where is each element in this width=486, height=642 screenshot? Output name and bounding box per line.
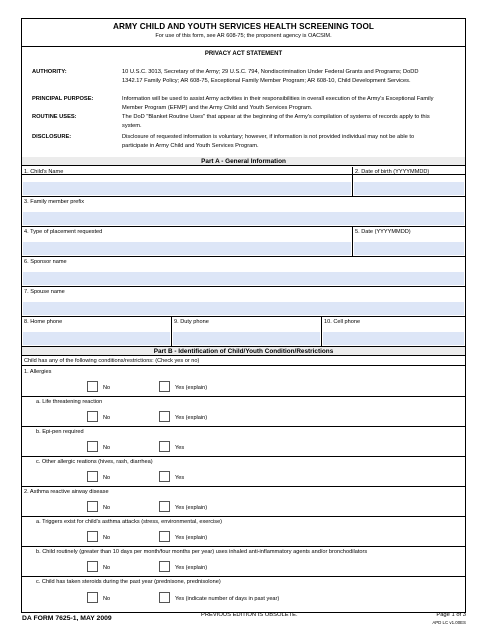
part-b-intro: Child has any of the following conditions/restrictions: (Check yes or no) <box>22 357 465 366</box>
question-allergies <box>22 367 465 397</box>
question-asthma <box>22 487 465 517</box>
no-label: No <box>103 505 111 511</box>
form-title: ARMY CHILD AND YOUTH SERVICES HEALTH SCREENING TOOL <box>112 22 375 31</box>
no-label: No <box>103 385 111 391</box>
no-checkbox[interactable] <box>87 411 98 422</box>
date-input[interactable] <box>354 242 464 255</box>
yes-label: Yes (explain) <box>175 385 208 391</box>
part-a-title: Part A - General Information <box>22 157 465 166</box>
yes-checkbox[interactable] <box>159 411 170 422</box>
privacy-act-section <box>22 47 465 175</box>
home-phone-input[interactable] <box>23 332 170 345</box>
yes-checkbox[interactable] <box>159 471 170 482</box>
spouse-label: 7. Spouse name <box>24 289 65 295</box>
yes-label: Yes <box>175 445 185 451</box>
yes-checkbox[interactable] <box>159 592 170 603</box>
duty-phone-input[interactable] <box>173 332 320 345</box>
yes-label: Yes (explain) <box>175 565 208 571</box>
placement-input[interactable] <box>23 242 351 255</box>
placement-cell <box>22 227 352 257</box>
duty-phone-cell <box>171 317 321 347</box>
privacy-text: The DoD "Blanket Routine Uses" that appear at the beginning of the Army's compilation of systems of records apply to this system. <box>122 114 430 129</box>
home-phone-label: 8. Home phone <box>24 319 63 325</box>
cell-phone-input[interactable] <box>323 332 464 345</box>
question-label: a. Triggers exist for child's asthma attacks (stress, environmental, exercise) <box>36 519 223 525</box>
privacy-text: Disclosure of requested information is voluntary; however, if information is not provided individual may not be able to participate in Army Child and Youth Services Program. <box>122 134 415 149</box>
spouse-input[interactable] <box>23 302 464 315</box>
sponsor-input[interactable] <box>23 272 464 285</box>
part-b-title: Part B - Identification of Child/Youth Condition/Restrictions <box>22 347 465 356</box>
family-prefix-cell <box>22 197 465 227</box>
dob-input[interactable] <box>354 182 464 195</box>
form-id: DA FORM 7625-1, MAY 2009 <box>22 615 112 622</box>
child-name-label: 1. Child's Name <box>24 169 64 175</box>
question-life-threatening <box>22 397 465 427</box>
duty-phone-label: 9. Duty phone <box>174 319 209 325</box>
no-checkbox[interactable] <box>87 381 98 392</box>
question-label: 1. Allergies <box>24 369 52 375</box>
no-checkbox[interactable] <box>87 471 98 482</box>
question-epi-pen <box>22 427 465 457</box>
question-label: 2. Asthma reactive airway disease <box>24 489 109 495</box>
spouse-cell <box>22 287 465 317</box>
privacy-text: 10 U.S.C. 3013, Secretary of the Army; 29 U.S.C. 794, Nondiscrimination Under Federal Grants and Programs; DoDD 1342.17 Family Policy; AR 608-75, Exceptional Family Member Program; AR 608-10, Child Development Services. <box>122 69 419 84</box>
privacy-label: AUTHORITY: <box>32 69 67 75</box>
yes-label: Yes <box>175 475 185 481</box>
question-label: a. Life threatening reaction <box>36 399 103 405</box>
question-label: b. Child routinely (greater than 10 days per month/four months per year) uses inhaled anti-inflammatory agents and/or bronchodilators <box>36 549 368 555</box>
no-checkbox[interactable] <box>87 592 98 603</box>
yes-checkbox[interactable] <box>159 561 170 572</box>
yes-label: Yes (explain) <box>175 505 208 511</box>
placement-label: 4. Type of placement requested <box>24 229 103 235</box>
home-phone-cell <box>22 317 171 347</box>
form-header <box>22 19 465 47</box>
cell-phone-cell <box>321 317 465 347</box>
no-checkbox[interactable] <box>87 501 98 512</box>
date-cell <box>352 227 465 257</box>
privacy-label: ROUTINE USES: <box>32 114 77 120</box>
no-checkbox[interactable] <box>87 561 98 572</box>
question-label: b. Epi-pen required <box>36 429 84 435</box>
family-prefix-input[interactable] <box>23 212 464 225</box>
edition-note: PREVIOUS EDITION IS OBSOLETE. <box>201 612 298 618</box>
family-prefix-label: 3. Family member prefix <box>24 199 84 205</box>
no-label: No <box>103 535 111 541</box>
yes-label: Yes (indicate number of days in past year) <box>175 596 280 602</box>
dob-label: 2. Date of birth (YYYYMMDD) <box>355 169 430 175</box>
health-screening-form <box>21 18 466 613</box>
date-label: 5. Date (YYYYMMDD) <box>355 229 411 235</box>
no-label: No <box>103 445 111 451</box>
question-label: c. Child has taken steroids during the past year (prednisone, prednisolone) <box>36 579 221 585</box>
question-other-allergic <box>22 457 465 487</box>
yes-checkbox[interactable] <box>159 381 170 392</box>
yes-label: Yes (explain) <box>175 535 208 541</box>
privacy-label: DISCLOSURE: <box>32 134 72 140</box>
yes-checkbox[interactable] <box>159 501 170 512</box>
question-asthma-triggers <box>22 517 465 547</box>
sponsor-cell <box>22 257 465 287</box>
dob-cell <box>352 167 465 197</box>
form-subtitle: For use of this form, see AR 608-75; the proponent agency is OACSIM. <box>155 33 332 39</box>
question-label: c. Other allergic reations (hives, rash, diarrhea) <box>36 459 153 465</box>
cell-phone-label: 10. Cell phone <box>324 319 361 325</box>
child-name-input[interactable] <box>23 182 351 195</box>
privacy-title: PRIVACY ACT STATEMENT <box>204 51 283 57</box>
privacy-label: PRINCIPAL PURPOSE: <box>32 96 94 102</box>
question-inhaled-agents <box>22 547 465 577</box>
version-tag: APD LC v1.00ES <box>432 620 466 625</box>
question-steroids <box>22 577 465 607</box>
no-label: No <box>103 565 111 571</box>
child-name-cell <box>22 167 352 197</box>
no-label: No <box>103 475 111 481</box>
yes-label: Yes (explain) <box>175 415 208 421</box>
no-checkbox[interactable] <box>87 531 98 542</box>
no-checkbox[interactable] <box>87 441 98 452</box>
yes-checkbox[interactable] <box>159 531 170 542</box>
sponsor-label: 6. Sponsor name <box>24 259 67 265</box>
privacy-text: Information will be used to assist Army activities in their responsibilities in overall execution of the Army's Exceptional Family Member Program (EFMP) and the Army Child and Youth Services Program. <box>122 96 434 111</box>
no-label: No <box>103 415 111 421</box>
yes-checkbox[interactable] <box>159 441 170 452</box>
no-label: No <box>103 596 111 602</box>
page-number: Page 1 of 3 <box>436 612 466 618</box>
